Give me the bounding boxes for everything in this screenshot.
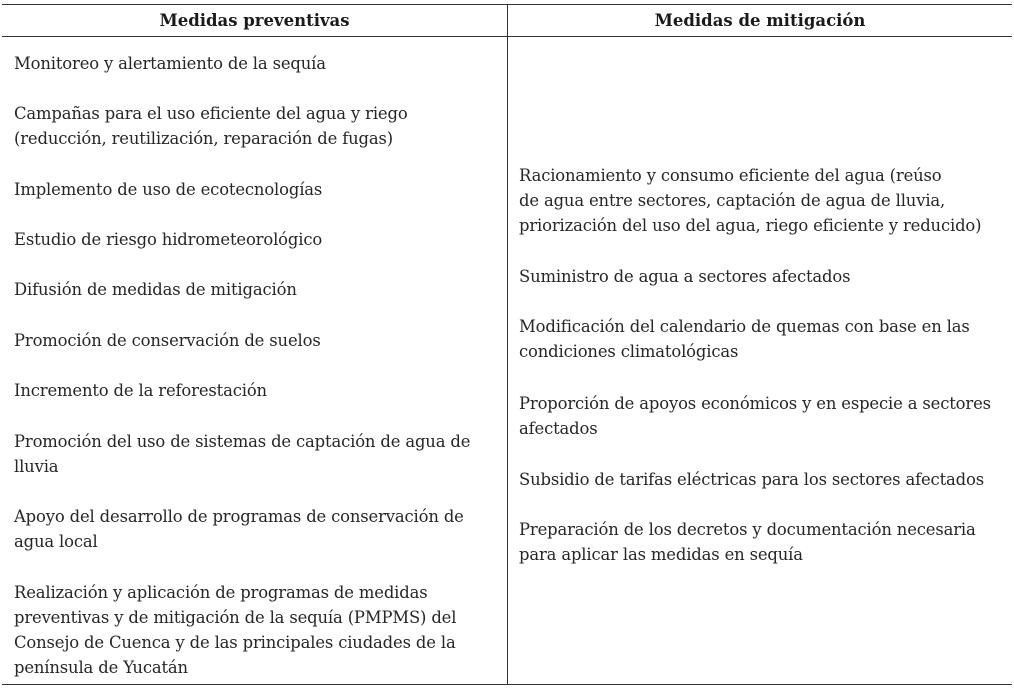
header-preventive-measures: Medidas preventivas [159,11,350,30]
preventive-item-ecotechnologies: Implemento de uso de ecotecnologías [14,180,323,199]
preventive-item-local-water-programs: Apoyo del desarrollo de programas de conservación de agua local [14,507,464,551]
preventive-item-risk-study: Estudio de riesgo hidrometeorológico [14,230,323,249]
mitigation-item-economic-support: Proporción de apoyos económicos y en especie a sectores afectados [519,394,991,438]
preventive-item-soil-conservation: Promoción de conservación de suelos [14,331,321,350]
preventive-item-water-campaigns: Campañas para el uso eficiente del agua y riego (reducción, reutilización, reparación de fugas) [14,104,408,148]
column-divider [507,5,508,684]
preventive-item-reforestation: Incremento de la reforestación [14,381,267,400]
mitigation-item-decrees: Preparación de los decretos y documentación necesaria para aplicar las medidas en sequía [519,520,976,564]
measures-table [2,4,1012,685]
mitigation-item-water-supply: Suministro de agua a sectores afectados [519,267,851,286]
mitigation-item-electric-subsidy: Subsidio de tarifas eléctricas para los sectores afectados [519,470,984,489]
header-mitigation-measures: Medidas de mitigación [654,11,866,30]
mitigation-item-burn-calendar: Modificación del calendario de quemas con base en las condiciones climatológicas [519,317,970,361]
preventive-item-rainwater-capture: Promoción del uso de sistemas de captación de agua de lluvia [14,432,471,476]
mitigation-item-rationing: Racionamiento y consumo eficiente del agua (reúso de agua entre sectores, captación de agua de lluvia, priorización del uso del agua, riego eficiente y reducido) [519,166,982,235]
preventive-item-pmpms: Realización y aplicación de programas de medidas preventivas y de mitigación de la sequía (PMPMS) del Consejo de Cuenca y de las principales ciudades de la península de Yucatán [14,583,457,677]
preventive-item-monitoring: Monitoreo y alertamiento de la sequía [14,54,326,73]
preventive-item-mitigation-diffusion: Difusión de medidas de mitigación [14,280,297,299]
